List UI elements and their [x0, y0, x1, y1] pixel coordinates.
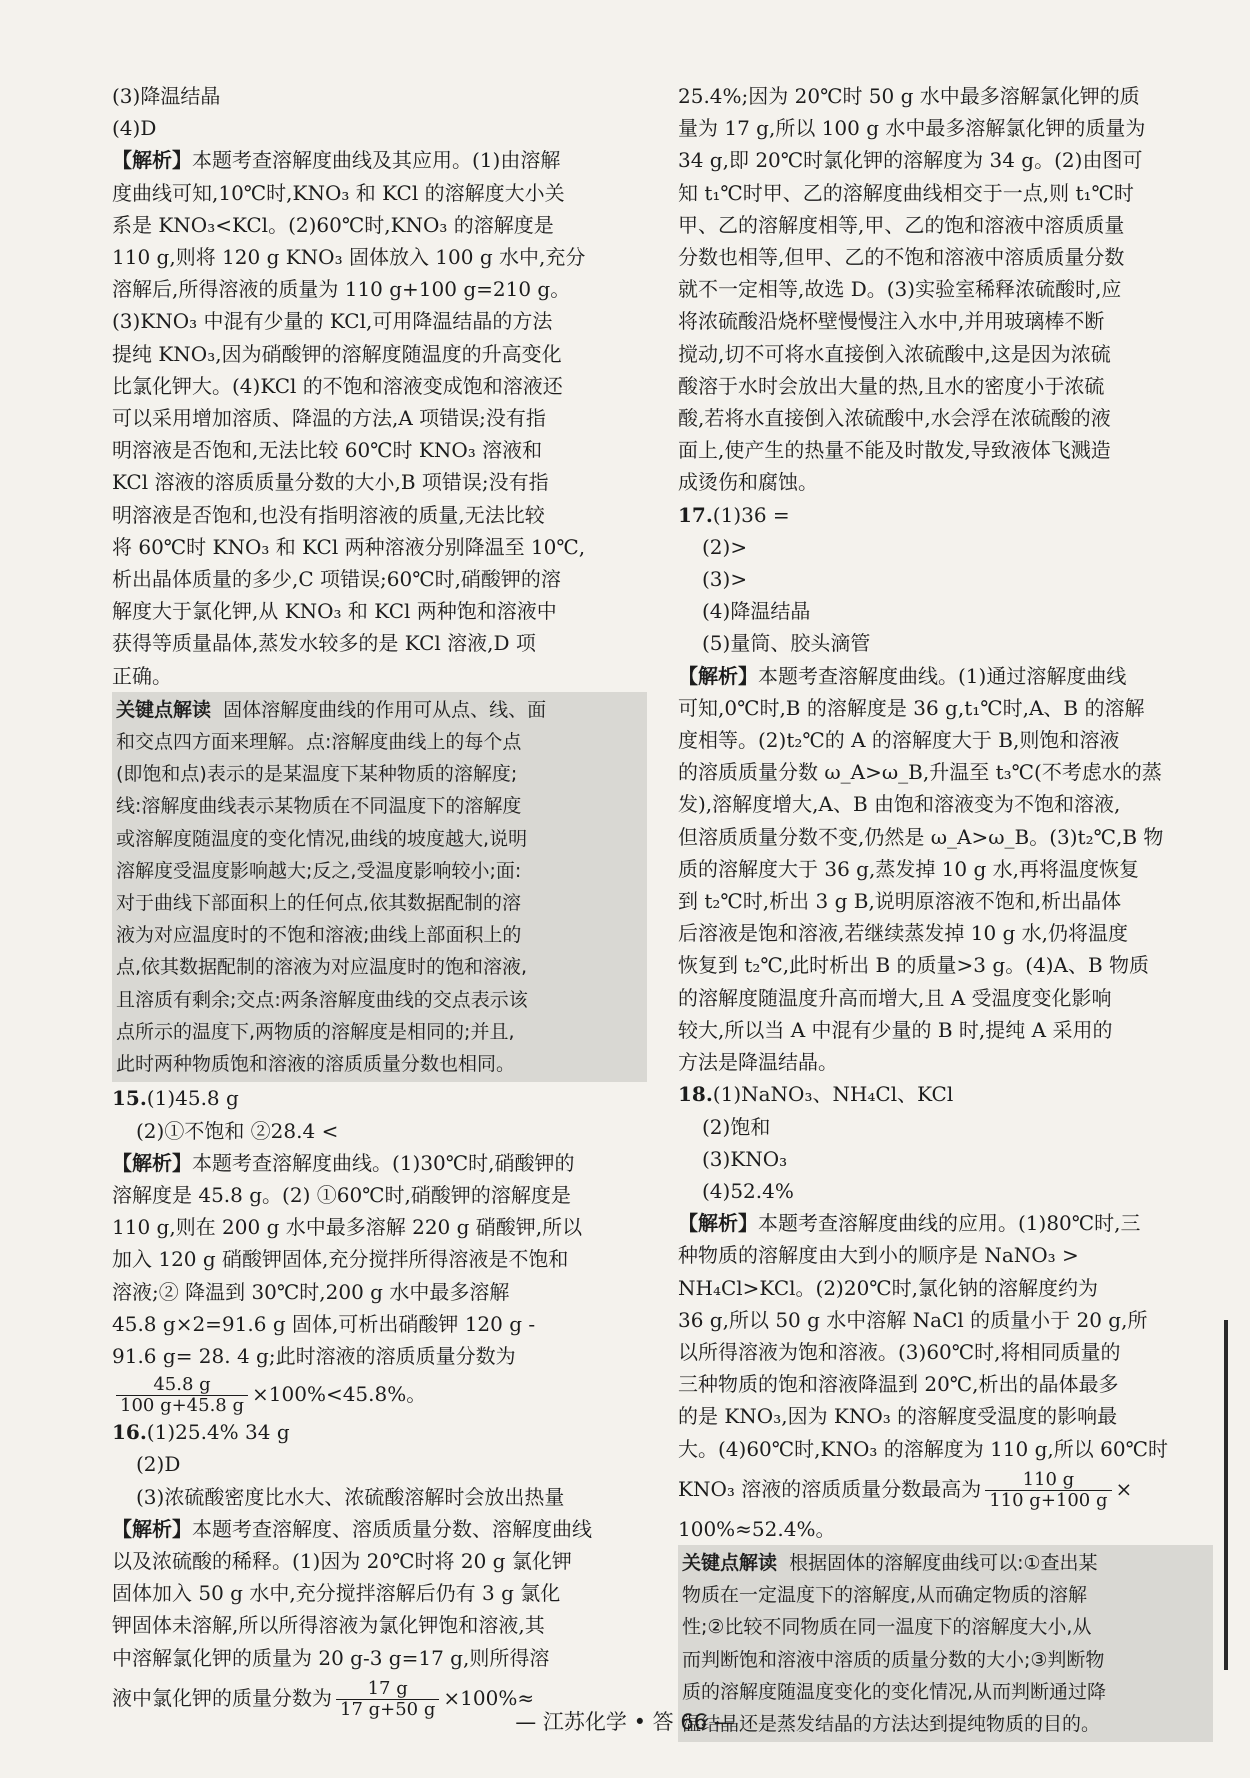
key-label: 关键点解读 — [682, 1551, 778, 1574]
analysis-label: 【解析】 — [112, 1516, 192, 1541]
answer-line: (3)> — [702, 567, 748, 592]
analysis-line: 酸,若将水直接倒入浓硫酸中,水会浮在浓硫酸的液 — [678, 406, 1111, 431]
answer-line: (2)D — [136, 1452, 181, 1477]
analysis-line: 本题考查溶解度曲线的应用。(1)80℃时,三 — [758, 1211, 1141, 1236]
key-label: 关键点解读 — [116, 698, 212, 721]
numerator: 45.8 g — [116, 1375, 248, 1396]
analysis-line: 中溶解氯化钾的质量为 20 g-3 g=17 g,则所得溶 — [112, 1645, 550, 1670]
analysis-line: 大。(4)60℃时,KNO₃ 的溶解度为 110 g,所以 60℃时 — [678, 1436, 1168, 1461]
analysis-line: 明溶液是否饱和,无法比较 60℃时 KNO₃ 溶液和 — [112, 438, 543, 463]
analysis-line: 析出晶体质量的多少,C 项错误;60℃时,硝酸钾的溶 — [112, 567, 561, 592]
analysis-label: 【解析】 — [678, 1211, 758, 1236]
question-number: 18. — [678, 1082, 713, 1107]
answer-line: (5)量筒、胶头滴管 — [702, 631, 871, 656]
q14-tail — [112, 80, 647, 144]
analysis-line: 成烫伤和腐蚀。 — [678, 470, 818, 495]
question-16 — [112, 1416, 647, 1722]
analysis-line: 解度大于氯化钾,从 KNO₃ 和 KCl 两种饱和溶液中 — [112, 599, 557, 624]
analysis-line: 以及浓硫酸的稀释。(1)因为 20℃时将 20 g 氯化钾 — [112, 1548, 572, 1573]
answer-line: (3)浓硫酸密度比水大、浓硫酸溶解时会放出热量 — [136, 1484, 565, 1509]
analysis-line: 度曲线可知,10℃时,KNO₃ 和 KCl 的溶解度大小关 — [112, 180, 565, 205]
analysis-line: 加入 120 g 硝酸钾固体,充分搅拌所得溶液是不饱和 — [112, 1247, 569, 1272]
answer-line: (2)> — [702, 534, 748, 559]
answer-line: (1)45.8 g — [146, 1086, 239, 1111]
key-line: 质的溶解度随温度变化的变化情况,从而判断通过降 — [682, 1680, 1107, 1703]
q16-continued — [678, 80, 1213, 499]
analysis-line: 发),溶解度增大,A、B 由饱和溶液变为不饱和溶液, — [678, 792, 1121, 817]
answer-line: (3)KNO₃ — [702, 1146, 788, 1171]
analysis-line: 获得等质量晶体,蒸发水较多的是 KCl 溶液,D 项 — [112, 631, 536, 656]
answer-line: (3)降温结晶 — [112, 84, 221, 108]
answer-line: (4)D — [112, 116, 157, 141]
key-line: 点所示的温度下,两物质的溶解度是相同的;并且, — [116, 1020, 515, 1043]
key-line: 和交点四方面来理解。点:溶解度曲线上的每个点 — [116, 731, 522, 754]
analysis-line: 本题考查溶解度曲线。(1)通过溶解度曲线 — [758, 663, 1127, 688]
key-line: 此时两种物质饱和溶液的溶质质量分数也相同。 — [116, 1053, 516, 1076]
key-point-box-14 — [112, 692, 647, 1082]
analysis-line: 溶解后,所得溶液的质量为 110 g+100 g=210 g。 — [112, 277, 571, 302]
key-line: 温结晶还是蒸发结晶的方法达到提纯物质的目的。 — [682, 1712, 1101, 1735]
analysis-line: 分数也相等,但甲、乙的不饱和溶液中溶质质量分数 — [678, 245, 1125, 270]
denominator: 100 g+45.8 g — [120, 1395, 245, 1417]
analysis-line: 量为 17 g,所以 100 g 水中最多溶解氯化钾的质量为 — [678, 116, 1146, 141]
analysis-line: 较大,所以当 A 中混有少量的 B 时,提纯 A 采用的 — [678, 1017, 1113, 1042]
question-number: 17. — [678, 502, 713, 527]
key-line: 液为对应温度时的不饱和溶液;曲线上部面积上的 — [116, 924, 522, 947]
answer-line: (1)NaNO₃、NH₄Cl、KCl — [712, 1082, 954, 1107]
analysis-line: 91.6 g= 28. 4 g;此时溶液的溶质质量分数为 — [112, 1343, 516, 1368]
analysis-line: 种物质的溶解度由大到小的顺序是 NaNO₃ > — [678, 1243, 1079, 1268]
fraction — [116, 1375, 248, 1416]
key-line: 点,依其数据配制的溶液为对应温度时的饱和溶液, — [116, 956, 528, 979]
analysis-line: 以所得溶液为饱和溶液。(3)60℃时,将相同质量的 — [678, 1339, 1121, 1364]
analysis-line: 提纯 KNO₃,因为硝酸钾的溶解度随温度的升高变化 — [112, 341, 562, 366]
key-line: 物质在一定温度下的溶解度,从而确定物质的溶解 — [682, 1584, 1088, 1607]
analysis-line: 面上,使产生的热量不能及时散发,导致液体飞溅造 — [678, 438, 1111, 463]
answer-line: (2)饱和 — [702, 1114, 771, 1139]
fraction-line — [112, 1372, 647, 1416]
answer-line: (2)①不饱和 ②28.4 < — [136, 1118, 339, 1143]
analysis-14 — [112, 144, 647, 691]
analysis-line: 但溶质质量分数不变,仍然是 ω_A>ω_B。(3)t₂℃,B 物 — [678, 824, 1164, 849]
analysis-line: 45.8 g×2=91.6 g 固体,可析出硝酸钾 120 g - — [112, 1311, 536, 1336]
answer-line: (1)25.4% 34 g — [146, 1420, 290, 1445]
analysis-line: 将 60℃时 KNO₃ 和 KCl 两种溶液分别降温至 10℃, — [112, 534, 586, 559]
analysis-line: 恢复到 t₂℃,此时析出 B 的质量>3 g。(4)A、B 物质 — [678, 953, 1150, 978]
fraction-line — [678, 1465, 1213, 1513]
key-line: 而判断饱和溶液中溶质的质量分数的大小;③判断物 — [682, 1648, 1105, 1671]
question-number: 15. — [112, 1086, 147, 1111]
fraction-tail: × — [1115, 1476, 1133, 1501]
page-footer: — 江苏化学 • 答 66 — — [515, 1710, 735, 1734]
key-line: 且溶质有剩余;交点:两条溶解度曲线的交点表示该 — [116, 988, 528, 1011]
key-line: 线:溶解度曲线表示某物质在不同温度下的溶解度 — [116, 795, 522, 818]
analysis-line: 34 g,即 20℃时氯化钾的溶解度为 34 g。(2)由图可 — [678, 148, 1143, 173]
analysis-line: 质的溶解度大于 36 g,蒸发掉 10 g 水,再将温度恢复 — [678, 856, 1140, 881]
analysis-line: 明溶液是否饱和,也没有指明溶液的质量,无法比较 — [112, 502, 545, 527]
fraction — [985, 1470, 1111, 1511]
analysis-line: 本题考查溶解度曲线及其应用。(1)由溶解 — [192, 148, 561, 173]
analysis-line: 知 t₁℃时甲、乙的溶解度曲线相交于一点,则 t₁℃时 — [678, 180, 1134, 205]
numerator: 110 g — [985, 1470, 1111, 1491]
analysis-line: 溶解度是 45.8 g。(2) ①60℃时,硝酸钾的溶解度是 — [112, 1182, 571, 1207]
analysis-line: 就不一定相等,故选 D。(3)实验室稀释浓硫酸时,应 — [678, 277, 1122, 302]
answer-line: (4)降温结晶 — [702, 599, 811, 624]
analysis-line: 正确。 — [112, 663, 172, 688]
key-line: (即饱和点)表示的是某温度下某种物质的溶解度; — [116, 763, 518, 786]
question-number: 16. — [112, 1420, 147, 1445]
analysis-label: 【解析】 — [678, 663, 758, 688]
analysis-line: 的溶解度随温度升高而增大,且 A 受温度变化影响 — [678, 985, 1112, 1010]
left-column — [112, 80, 647, 1722]
analysis-line: 搅动,切不可将水直接倒入浓硫酸中,这是因为浓硫 — [678, 341, 1111, 366]
analysis-line: 的是 KNO₃,因为 KNO₃ 的溶解度受温度的影响最 — [678, 1404, 1118, 1429]
right-column — [678, 80, 1213, 1742]
analysis-label: 【解析】 — [112, 1150, 192, 1175]
fraction-lead: 液中氯化钾的质量分数为 — [112, 1685, 332, 1710]
analysis-line: 比氯化钾大。(4)KCl 的不饱和溶液变成饱和溶液还 — [112, 373, 563, 398]
fraction-tail: ×100%<45.8%。 — [252, 1382, 427, 1407]
analysis-line: 酸溶于水时会放出大量的热,且水的密度小于浓硫 — [678, 373, 1105, 398]
analysis-line: KCl 溶液的溶质质量分数的大小,B 项错误;没有指 — [112, 470, 549, 495]
analysis-line: 110 g,则在 200 g 水中最多溶解 220 g 硝酸钾,所以 — [112, 1215, 583, 1240]
analysis-line: 本题考查溶解度曲线。(1)30℃时,硝酸钾的 — [192, 1150, 575, 1175]
numerator: 17 g — [336, 1679, 439, 1700]
analysis-line: 110 g,则将 120 g KNO₃ 固体放入 100 g 水中,充分 — [112, 245, 586, 270]
fraction-tail: ×100%≈ — [443, 1685, 535, 1710]
answer-line: (4)52.4% — [702, 1178, 794, 1203]
analysis-line: 方法是降温结晶。 — [678, 1050, 838, 1075]
analysis-line: 溶液;② 降温到 30℃时,200 g 水中最多溶解 — [112, 1279, 510, 1304]
key-line: 溶解度受温度影响越大;反之,受温度影响较小;面: — [116, 859, 522, 882]
analysis-line: 钾固体未溶解,所以所得溶液为氯化钾饱和溶液,其 — [112, 1613, 545, 1638]
question-17 — [678, 499, 1213, 1079]
analysis-line: 本题考查溶解度、溶质质量分数、溶解度曲线 — [192, 1516, 592, 1541]
analysis-line: 可以采用增加溶质、降温的方法,A 项错误;没有指 — [112, 406, 546, 431]
analysis-line: 100%≈52.4%。 — [678, 1516, 836, 1541]
analysis-line: 度相等。(2)t₂℃的 A 的溶解度大于 B,则饱和溶液 — [678, 728, 1120, 753]
denominator: 110 g+100 g — [989, 1489, 1108, 1511]
key-line: 或溶解度随温度的变化情况,曲线的坡度越大,说明 — [116, 827, 528, 850]
analysis-line: 的溶质质量分数 ω_A>ω_B,升温至 t₃℃(不考虑水的蒸 — [678, 760, 1162, 785]
analysis-line: 36 g,所以 50 g 水中溶解 NaCl 的质量小于 20 g,所 — [678, 1307, 1148, 1332]
analysis-line: 三种物质的饱和溶液降温到 20℃,析出的晶体最多 — [678, 1372, 1119, 1397]
analysis-line: 将浓硫酸沿烧杯壁慢慢注入水中,并用玻璃棒不断 — [678, 309, 1105, 334]
denominator: 17 g+50 g — [340, 1698, 436, 1720]
key-line: 性;②比较不同物质在同一温度下的溶解度大小,从 — [682, 1616, 1092, 1639]
analysis-line: 系是 KNO₃<KCl。(2)60℃时,KNO₃ 的溶解度是 — [112, 212, 554, 237]
question-18 — [678, 1078, 1213, 1545]
analysis-line: 甲、乙的溶解度相等,甲、乙的饱和溶液中溶质质量 — [678, 212, 1125, 237]
analysis-line: (3)KNO₃ 中混有少量的 KCl,可用降温结晶的方法 — [112, 309, 553, 334]
analysis-line: 到 t₂℃时,析出 3 g B,说明原溶液不饱和,析出晶体 — [678, 889, 1122, 914]
question-15 — [112, 1082, 647, 1416]
key-line: 根据固体的溶解度曲线可以:①查出某 — [789, 1551, 1098, 1574]
analysis-line: 可知,0℃时,B 的溶解度是 36 g,t₁℃时,A、B 的溶解 — [678, 695, 1145, 720]
analysis-label: 【解析】 — [112, 148, 192, 173]
analysis-line: 固体加入 50 g 水中,充分搅拌溶解后仍有 3 g 氯化 — [112, 1581, 561, 1606]
analysis-line: 25.4%;因为 20℃时 50 g 水中最多溶解氯化钾的质 — [678, 84, 1140, 108]
fraction-lead: KNO₃ 溶液的溶质质量分数最高为 — [678, 1476, 982, 1501]
key-line: 固体溶解度曲线的作用可从点、线、面 — [223, 698, 547, 721]
binding-edge — [1224, 1320, 1228, 1670]
answer-line: (1)36 = — [712, 502, 790, 527]
key-line: 对于曲线下部面积上的任何点,依其数据配制的溶 — [116, 892, 522, 915]
analysis-line: 后溶液是饱和溶液,若继续蒸发掉 10 g 水,仍将温度 — [678, 921, 1129, 946]
analysis-line: NH₄Cl>KCl。(2)20℃时,氯化钠的溶解度约为 — [678, 1275, 1099, 1300]
